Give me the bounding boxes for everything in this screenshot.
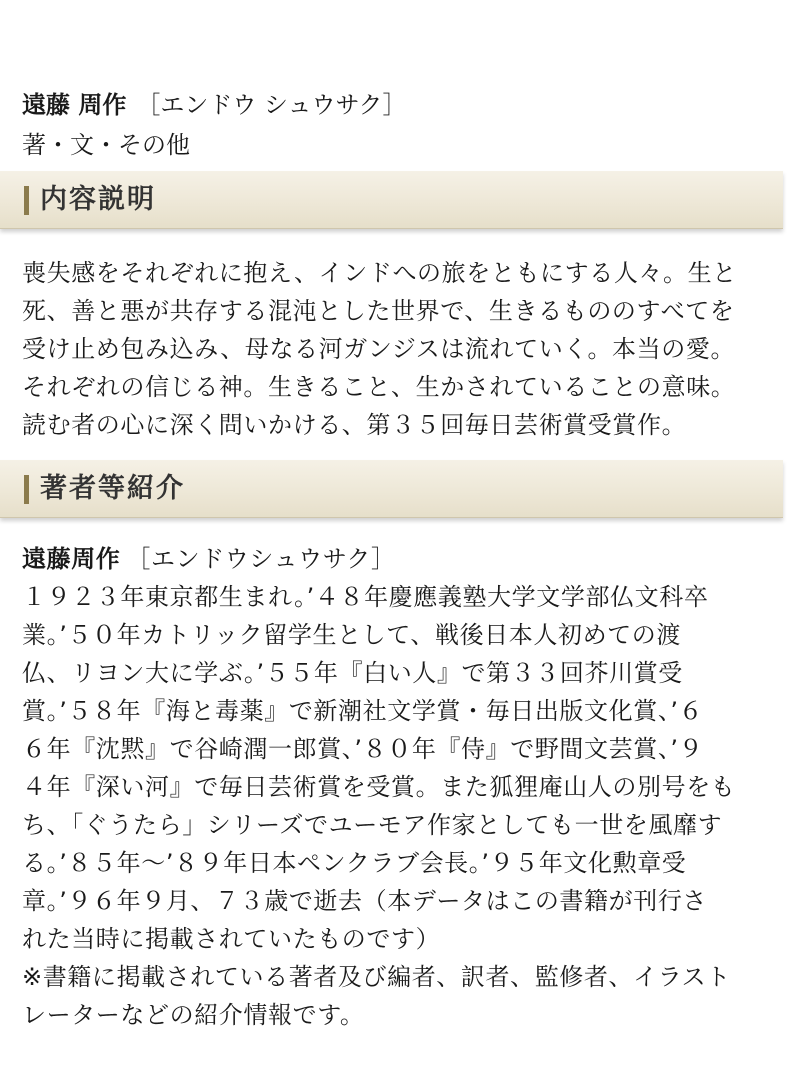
bio-line: 章。’９６年９月、７３歳で逝去（本データはこの書籍が刊行さ [22,887,708,915]
description-line: 受け止め包み込み、母なる河ガンジスは流れていく。本当の愛。 [22,335,736,363]
section-header-author-intro [0,460,783,518]
bio-line: 仏、リヨン大に学ぶ。’５５年『白い人』で第３３回芥川賞受 [22,659,683,687]
section-title-description: 内容説明 [40,184,156,215]
author-name[interactable]: 遠藤 周作 [22,91,127,119]
bio-line: ち、「ぐうたら」シリーズでユーモア作家としても一世を風靡す [22,811,723,839]
description-line: それぞれの信じる神。生きること、生かされていることの意味。 [22,373,736,401]
bio-line: 業。’５０年カトリック留学生として、戦後日本人初めての渡 [22,621,681,649]
section-header-description [0,171,783,229]
bio-line: ６年『沈黙』で谷崎潤一郎賞、’８０年『侍』で野間文芸賞、’９ [22,735,704,763]
bio-line: 賞。’５８年『海と毒薬』で新潮社文学賞・毎日出版文化賞、’６ [22,697,704,725]
bio-line: れた当時に掲載されていたものです） [22,925,441,953]
section-marker [24,475,29,504]
bio-author-reading: ［エンドウシュウサク］ [126,545,396,573]
author-reading: ［エンドウ シュウサク］ [136,91,407,119]
section-title-author-intro: 著者等紹介 [40,473,185,504]
bio-author-name: 遠藤周作 [22,545,121,573]
description-line: 読む者の心に深く問いかける、第３５回毎日芸術賞受賞作。 [22,411,687,439]
description-line: 喪失感をそれぞれに抱え、インドへの旅をともにする人々。生と [22,259,737,287]
bio-line: る。’８５年〜’８９年日本ペンクラブ会長。’９５年文化勲章受 [22,849,687,877]
author-role: 著・文・その他 [22,131,190,159]
bio-note-line: ※書籍に掲載されている著者及び編者、訳者、監修者、イラスト [22,963,731,991]
bio-line: ４年『深い河』で毎日芸術賞を受賞。また狐狸庵山人の別号をも [22,773,736,801]
bio-line: １９２３年東京都生まれ。’４８年慶應義塾大学文学部仏文科卒 [22,583,709,611]
author-bio [22,540,772,1034]
section-marker [24,186,29,215]
description-text [22,254,772,444]
author-line [22,88,407,122]
bio-note-line: レーターなどの紹介情報です。 [22,1001,365,1029]
description-line: 死、善と悪が共存する混沌とした世界で、生きるもののすべてを [22,297,735,325]
author-info [22,88,407,162]
bio-name-line [22,540,772,578]
